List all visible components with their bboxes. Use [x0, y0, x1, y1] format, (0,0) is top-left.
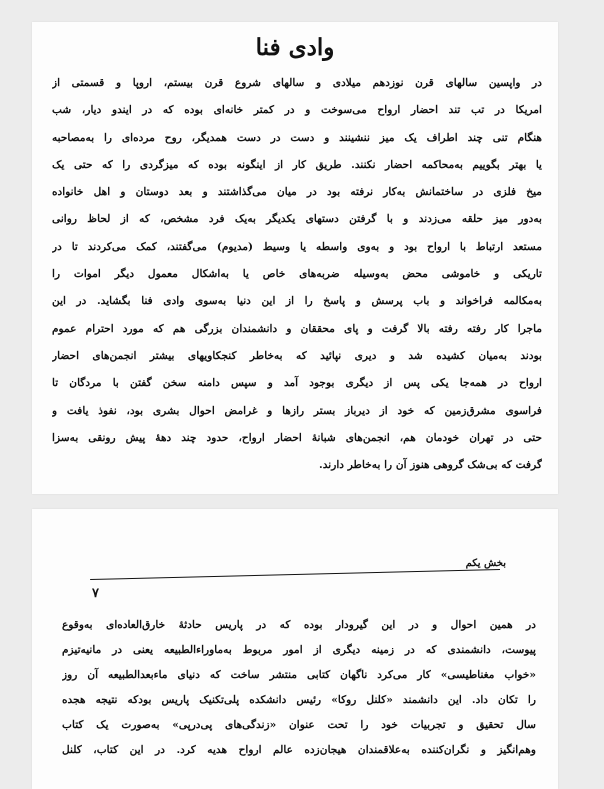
text-line: را تکان داد. این دانشمند «کلنل روکا» رئیس دانشکده پلی‌تکنیک پاریس بودکه نتیجه هجده [62, 694, 536, 706]
text-line: حتی در تهران خودمان هم، انجمن‌های شبانهٔ احضار ارواح، حدود چند دههٔ پیش رونقی به‌سزا [52, 431, 542, 444]
text-line: در همین احوال و در این گیرودار بوده که در پاریس حادثهٔ خارق‌العاده‌ای به‌وقوع [62, 619, 536, 631]
section-label: بخش یکم [465, 558, 506, 569]
text-line: به‌مکالمه فراخواند و باب پرسش و پاسخ را از این دنیا به‌سوی وادی فنا بگشاید. در این [52, 295, 542, 308]
text-line: امریکا در تب تند احضار ارواح می‌سوخت و در کمتر خانه‌ای بوده که در ایندو دیار، شب [52, 104, 542, 117]
body-paragraph [62, 613, 536, 763]
text-line: پیوست، دانشمندی که در زمینه دیگری از امور مربوط به‌ماوراءالطبیعه یعنی در مانیه‌تیزم [62, 644, 536, 656]
text-line: وهم‌انگیز و نگران‌کننده به‌علاقمندان هیجان‌زده عالم ارواح هدیه کرد. در این کتاب، کلنل [62, 744, 536, 756]
book-page-top [32, 22, 558, 494]
text-line: در واپسین سالهای قرن نوزدهم میلادی و سالهای شروع قرن بیستم، اروپا و قسمتی از [52, 77, 542, 89]
chapter-paragraph [52, 70, 542, 479]
text-line: هنگام تنی چند اطراف یک میز ننشینند و دست در دست همدیگر، روح مرده‌ای را به‌مصاحبه [52, 131, 542, 144]
text-line: «خواب مغناطیسی» کار می‌کرد ناگهان کتابی منتشر ساخت که دنیای ماءبعدالطبیعه آن روز [62, 669, 536, 681]
text-line: ماجرا کار رفته رفته بالا گرفت و پای محققان و دانشمندان بزرگی هم که مورد احترام عموم [52, 322, 542, 335]
text-line: فراسوی مشرق‌زمین که خود از دیرباز بستر رازها و غرامض احوال بشری بود، نفوذ یافت و [52, 404, 542, 417]
header-rule [90, 569, 500, 580]
text-line: سال تحقیق و تجربیات خود را تحت عنوان «زندگی‌های پی‌درپی» به‌صورت یک کتاب [62, 719, 536, 731]
text-line: گرفت که بی‌شک گروهی هنوز آن را به‌خاطر دارند. [319, 459, 542, 472]
page-number: ۷ [92, 586, 99, 601]
text-line: یا بهتر بگوییم به‌محاکمه احضار نکنند. طریق کار از اینگونه بوده که میزگردی را که حتی یک [52, 158, 542, 171]
text-line: میخ فلزی در ساختمانش به‌کار نرفته بود در میان می‌گذاشتند و بعد دوستان و اهل خانواده [52, 186, 542, 199]
chapter-title: وادی فنا [255, 34, 335, 61]
text-line: بودند به‌میان کشیده شد و دیری نپائید که به‌خاطر کنجکاویهای بیشتر انجمن‌های احضار [52, 349, 542, 362]
book-page-bottom [32, 509, 558, 789]
text-line: به‌دور میز حلقه می‌زدند و با گرفتن دستهای یکدیگر به‌یک فرد مشخص، که از لحاظ روانی [52, 213, 542, 226]
text-line: مستعد ارتباط با ارواح بود و به‌وی واسطه یا وسیط (مدیوم) می‌گفتند، کمک می‌کردند تا در [52, 240, 542, 253]
text-line: تاریکی و خاموشی محض به‌وسیله ضربه‌های خاص یا به‌اشکال معمول دیگر اموات را [52, 268, 542, 281]
text-line: ارواح در همه‌جا یکی پس از دیگری بوجود آمد و سپس دامنه سخن گفتن با مردگان تا [52, 377, 542, 390]
